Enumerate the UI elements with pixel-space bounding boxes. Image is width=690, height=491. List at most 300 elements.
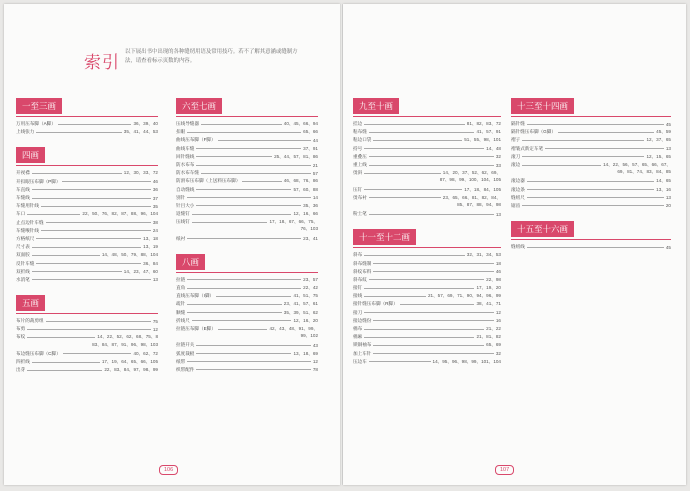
entry-term: 纸衬 [176, 235, 186, 241]
entry-term: 布纹 [16, 334, 26, 340]
leader-line [27, 337, 95, 338]
leader-line [522, 205, 664, 206]
entry-pages: 23、65、66、81、82、84、 [442, 194, 501, 200]
leader-line [41, 206, 151, 207]
index-entry [353, 194, 501, 202]
leader-line [187, 197, 311, 198]
index-entry [353, 333, 501, 341]
entry-pages: 57、60、88 [293, 186, 318, 192]
entry-pages: 14、48、50、79、88、104 [101, 252, 158, 258]
index-entry [353, 341, 501, 349]
entry-term: 斜布 [353, 252, 363, 258]
entry-term: 织带配件 [176, 366, 195, 372]
entry-term: 曲线车缝 [176, 145, 195, 151]
leader-line [364, 296, 426, 297]
entry-pages: 13 [665, 146, 671, 152]
entry-pages-continued: 85、87、88、94、98 [457, 201, 501, 207]
entry-term: 棉麻 [353, 334, 363, 340]
entry-pages: 24 [152, 228, 158, 234]
leader-line [32, 271, 122, 272]
leader-line [527, 189, 654, 190]
entry-term: 粘布缝 [353, 129, 367, 135]
right-page [343, 4, 686, 485]
entry-pages-continued: 87、98、99、100、104、105 [439, 177, 501, 183]
entry-term: 拉链压布脚（E脚） [176, 326, 216, 332]
section-header: 十三至十四画 [511, 98, 574, 114]
entry-term: 折线尺 [176, 317, 190, 323]
entry-pages: 57 [312, 170, 318, 176]
section-divider [16, 313, 158, 314]
leader-line [192, 320, 292, 321]
index-section [176, 252, 318, 374]
index-section [16, 96, 158, 136]
index-entry [16, 227, 158, 235]
intro-text: 以下展出书中出现的各种缝纫用语及常用技巧。若不了解其意涵或缝制方法，请查看标示页数的内容。 [125, 49, 298, 64]
entry-term: 别针 [176, 194, 186, 200]
entry-pages: 21 [312, 162, 318, 168]
leader-line [36, 238, 141, 239]
index-entry [176, 145, 318, 153]
leader-line [216, 296, 291, 297]
index-entry [176, 153, 318, 161]
entry-pages: 41、57、91 [476, 129, 501, 135]
section-header: 五画 [16, 295, 45, 311]
index-entry [176, 358, 318, 366]
index-section [511, 219, 671, 251]
entry-term: 缝纫尺 [511, 194, 525, 200]
entry-term: 压线导缝器 [176, 121, 199, 127]
page-number-right: 107 [495, 465, 514, 475]
leader-line [373, 140, 462, 141]
entry-term: 接针缝压布脚（R脚） [353, 301, 398, 307]
leader-line [62, 181, 150, 182]
index-entry [176, 218, 318, 226]
leader-line [373, 353, 493, 354]
section-header: 六至七画 [176, 98, 222, 114]
index-entry [16, 366, 158, 374]
entry-pages: 35、36 [303, 202, 318, 208]
entry-term: 尺寸表 [16, 244, 30, 250]
index-entry [353, 350, 501, 358]
index-section [16, 293, 158, 374]
entry-term: 自动缝线 [176, 186, 195, 192]
index-entry [353, 358, 501, 366]
entry-term: 双面胶 [16, 252, 30, 258]
section-divider [511, 239, 671, 240]
index-entry [511, 194, 671, 202]
index-section [16, 145, 158, 284]
entry-pages: 13、18、69 [293, 350, 318, 356]
entry-pages: 45 [665, 121, 671, 127]
leader-line [192, 214, 292, 215]
index-entry [353, 210, 501, 218]
index-entry [16, 358, 158, 366]
index-section [511, 96, 671, 210]
entry-pages: 35、41、44、53 [123, 129, 158, 135]
leader-line [373, 345, 484, 346]
entry-pages: 14、23、47、60 [123, 268, 158, 274]
index-entry [353, 276, 501, 284]
entry-pages: 32 [495, 154, 501, 160]
entry-pages: 23、41 [303, 235, 318, 241]
leader-line [364, 189, 462, 190]
entry-pages: 13、19 [143, 244, 158, 250]
entry-term: 持号 [353, 145, 363, 151]
leader-line [369, 132, 475, 133]
leader-line [218, 329, 268, 330]
leader-line [32, 198, 151, 199]
entry-term: 重叠压 [353, 153, 367, 159]
section-divider [16, 165, 158, 166]
entry-pages: 14、22、52、62、68、75、8 [97, 334, 158, 340]
index-entry [353, 145, 501, 153]
entry-term: 布边缝压布脚（C脚） [16, 350, 61, 356]
leader-line [32, 247, 141, 248]
entry-term: 斜布纹 [353, 276, 367, 282]
index-entry [16, 317, 158, 325]
entry-term: 压钉 [353, 186, 363, 192]
index-entry [176, 136, 318, 144]
entry-pages: 45 [665, 244, 671, 250]
leader-line [242, 181, 281, 182]
index-entry [176, 177, 318, 185]
leader-line [364, 124, 465, 125]
index-entry [16, 194, 158, 202]
section-header: 十五至十六画 [511, 221, 574, 237]
index-entry [16, 276, 158, 284]
index-entry [176, 120, 318, 128]
index-entry [16, 251, 158, 259]
entry-pages: 65、69 [486, 342, 501, 348]
entry-term: 压边车 [353, 358, 367, 364]
leader-line [373, 271, 493, 272]
leader-line [364, 337, 474, 338]
leader-line [196, 148, 301, 149]
entry-pages: 13 [152, 277, 158, 283]
entry-term: 出芽 [16, 367, 26, 373]
index-entry [16, 169, 158, 177]
section-header: 八画 [176, 254, 205, 270]
leader-line [32, 362, 100, 363]
entry-pages: 12、16、66 [293, 211, 318, 217]
index-entry [176, 128, 318, 136]
leader-line [196, 165, 310, 166]
entry-pages: 20 [665, 203, 671, 209]
entry-pages: 14、95、96、98、99、101、104 [432, 358, 501, 364]
entry-term: 隔针缝 [511, 121, 525, 127]
entry-term: 返缝钉 [176, 211, 190, 217]
entry-pages: 22、50、76、82、87、88、96、104 [82, 211, 158, 217]
entry-term: 滚边 [511, 162, 521, 168]
entry-pages: 38 [152, 220, 158, 226]
index-entry [16, 243, 158, 251]
entry-term: 缝纫线 [511, 244, 525, 250]
entry-pages: 17、19、20 [476, 285, 501, 291]
entry-term: 车缝线 [16, 195, 30, 201]
entry-pages: 75 [152, 318, 158, 324]
entry-term: 针目大小 [176, 202, 195, 208]
leader-line [187, 304, 282, 305]
entry-pages: 12、30、33、72 [123, 170, 158, 176]
leader-line [364, 255, 465, 256]
entry-pages: 22、83、84、97、98、99 [104, 367, 158, 373]
entry-pages: 32、31、34、53 [466, 252, 501, 258]
entry-term: 拉链开关 [176, 342, 195, 348]
index-entry [176, 194, 318, 202]
leader-line [364, 148, 484, 149]
entry-pages-continued: 83、84、87、91、96、98、103 [92, 341, 158, 347]
entry-pages: 35 [152, 203, 158, 209]
index-entry [176, 341, 318, 349]
entry-pages: 78 [312, 367, 318, 373]
entry-pages: 43 [312, 342, 318, 348]
leader-line [522, 140, 644, 141]
index-entry [511, 145, 671, 153]
index-entry [353, 292, 501, 300]
entry-pages: 21、22 [486, 326, 501, 332]
entry-term: 斜布缝制 [353, 260, 372, 266]
index-entry [176, 366, 318, 374]
entry-term: 压线钉 [176, 219, 190, 225]
leader-line [187, 361, 311, 362]
entry-pages: 12 [152, 326, 158, 332]
section-divider [353, 116, 501, 117]
index-entry [16, 178, 158, 186]
index-entry [16, 219, 158, 227]
entry-term: 车缝用针线 [16, 203, 39, 209]
index-entry [511, 243, 671, 251]
entry-term: 粘边口袋 [353, 137, 372, 143]
leader-line [27, 214, 80, 215]
entry-term: 开扣眼压布脚（P脚） [16, 178, 61, 184]
entry-pages: 40、45、66、94 [283, 121, 318, 127]
entry-term: 烫布衬 [353, 194, 367, 200]
entry-pages: 46 [152, 179, 158, 185]
entry-pages: 12 [495, 310, 501, 316]
entry-term: 直线压布脚（I脚） [176, 293, 215, 299]
index-entry [176, 161, 318, 169]
leader-line [527, 197, 664, 198]
entry-term: 接钉 [353, 285, 363, 291]
entry-pages: 40、62、72 [133, 350, 158, 356]
index-entry [16, 186, 158, 194]
entry-term: 止点边针车缝 [16, 219, 44, 225]
index-entry [511, 136, 671, 144]
leader-line [373, 320, 493, 321]
index-entry [176, 210, 318, 218]
entry-term: 车直线 [16, 186, 30, 192]
index-entry [176, 309, 318, 317]
leader-line [558, 132, 654, 133]
entry-pages: 46、68、76、86 [283, 178, 318, 184]
entry-term: 布剪 [16, 326, 26, 332]
entry-term: 锁铜袖布 [353, 342, 372, 348]
leader-line [196, 189, 291, 190]
index-section [176, 96, 318, 243]
index-entry [176, 300, 318, 308]
index-entry [16, 333, 158, 341]
leader-line [364, 329, 484, 330]
column-4 [511, 96, 671, 251]
leader-line [36, 132, 121, 133]
leader-line [32, 255, 100, 256]
section-divider [511, 116, 671, 117]
entry-term: 车缝喉针线 [16, 227, 39, 233]
entry-pages: 81、82、83、72 [466, 121, 501, 127]
entry-pages: 21、81、82 [476, 334, 501, 340]
index-entry [353, 128, 501, 136]
entry-term: 上线张力 [16, 129, 35, 135]
entry-term: 棉布 [353, 326, 363, 332]
entry-pages: 23、41、57、61 [283, 301, 318, 307]
entry-term: 布片的裁剪组 [16, 318, 44, 324]
leader-line [187, 312, 282, 313]
entry-pages: 37 [152, 195, 158, 201]
column-1 [16, 96, 158, 374]
leader-line [522, 165, 601, 166]
entry-pages: 17、19、64、65、66、105 [101, 359, 158, 365]
index-entry [353, 169, 501, 177]
leader-line [46, 321, 151, 322]
leader-line [369, 197, 441, 198]
index-section [353, 96, 501, 218]
entry-term: 褶皱式新定车笔 [511, 145, 544, 151]
index-entry [16, 120, 158, 128]
entry-pages: 36、39、40 [133, 121, 158, 127]
entry-pages: 33 [495, 162, 501, 168]
index-entry [511, 128, 671, 136]
entry-pages: 38、41、71 [476, 301, 501, 307]
entry-term: 重上线 [353, 162, 367, 168]
section-header: 十一至十二画 [353, 229, 416, 245]
leader-line [522, 156, 644, 157]
index-entry [511, 153, 671, 161]
index-entry [353, 136, 501, 144]
index-section [353, 227, 501, 366]
leader-line [218, 140, 311, 141]
entry-term: 接边缝份 [353, 317, 372, 323]
entry-term: 拉链 [176, 276, 186, 282]
entry-pages: 13 [495, 211, 501, 217]
entry-pages: 16 [495, 318, 501, 324]
entry-term: 烫斜 [353, 170, 363, 176]
entry-pages: 12、15、65 [646, 153, 671, 159]
entry-pages: 41、51、75 [293, 293, 318, 299]
leader-line [27, 370, 102, 371]
leader-line [364, 312, 494, 313]
entry-pages-continued: 76、103 [300, 226, 318, 232]
entry-pages: 14、65 [656, 178, 671, 184]
index-entry [16, 325, 158, 333]
leader-line [201, 124, 282, 125]
leader-line [41, 230, 151, 231]
entry-pages: 51、55、98、101 [464, 137, 501, 143]
entry-term: 加上车针 [353, 350, 372, 356]
index-entry [176, 317, 318, 325]
entry-term: 防水布布 [176, 162, 195, 168]
index-entry [176, 350, 318, 358]
index-entry [16, 128, 158, 136]
index-entry [16, 259, 158, 267]
entry-pages: 35、39、51、62 [283, 309, 318, 315]
leader-line [545, 148, 664, 149]
leader-line [192, 222, 268, 223]
leader-line [364, 173, 441, 174]
entry-pages: 14、48 [486, 145, 501, 151]
leader-line [373, 263, 493, 264]
entry-pages: 32 [495, 351, 501, 357]
entry-term: 四折线 [16, 359, 30, 365]
index-title: 索引 [84, 53, 120, 72]
leader-line [196, 156, 272, 157]
section-divider [176, 272, 318, 273]
section-header: 一至三画 [16, 98, 62, 114]
leader-line [527, 181, 654, 182]
entry-pages: 44 [312, 137, 318, 143]
entry-term: 反针车缝 [16, 260, 35, 266]
entry-term: 滚边条 [511, 186, 525, 192]
entry-pages: 45、59 [656, 129, 671, 135]
entry-term: 接线 [353, 293, 363, 299]
entry-pages: 13 [665, 195, 671, 201]
entry-term: 隔针缝压布脚（G脚） [511, 129, 556, 135]
entry-pages: 23、57 [303, 276, 318, 282]
index-entry [353, 300, 501, 308]
entry-term: 锯齿 [511, 202, 521, 208]
leader-line [58, 124, 132, 125]
entry-term: 双折线 [16, 268, 30, 274]
entry-term: 滚边器 [511, 178, 525, 184]
entry-term: 方格纸尺 [16, 235, 35, 241]
index-entry [353, 153, 501, 161]
leader-line [369, 156, 494, 157]
entry-pages: 22、42 [303, 285, 318, 291]
leader-line [196, 369, 310, 370]
index-entry [511, 120, 671, 128]
entry-pages: 18 [495, 261, 501, 267]
entry-term: 回针缝线 [176, 153, 195, 159]
entry-pages: 12、16、20 [293, 317, 318, 323]
leader-line [201, 173, 311, 174]
index-entry [511, 177, 671, 185]
entry-pages: 12、37、65 [646, 137, 671, 143]
index-entry [353, 325, 501, 333]
index-entry [511, 202, 671, 210]
entry-term: 曲线压布脚（F脚） [176, 137, 216, 143]
entry-pages: 17、18、67、66、75、 [269, 219, 318, 225]
leader-line [32, 173, 122, 174]
entry-pages: 22、98 [486, 276, 501, 282]
index-entry [176, 235, 318, 243]
index-entry [176, 325, 318, 333]
index-entry [176, 169, 318, 177]
entry-term: 疏针 [176, 301, 186, 307]
index-entry [16, 202, 158, 210]
index-entry [16, 350, 158, 358]
entry-term: 弧度裁板 [176, 350, 195, 356]
index-entry [353, 284, 501, 292]
page-number-left: 106 [159, 465, 178, 475]
leader-line [369, 279, 484, 280]
index-entry [353, 186, 501, 194]
entry-term: 斜纹布料 [353, 268, 372, 274]
index-entry [176, 276, 318, 284]
leader-line [187, 238, 301, 239]
entry-term: 防滑布压布脚（上送料压布脚） [176, 178, 241, 184]
entry-pages: 37、91 [303, 145, 318, 151]
entry-term: 水消笔 [16, 276, 30, 282]
index-entry [353, 309, 501, 317]
